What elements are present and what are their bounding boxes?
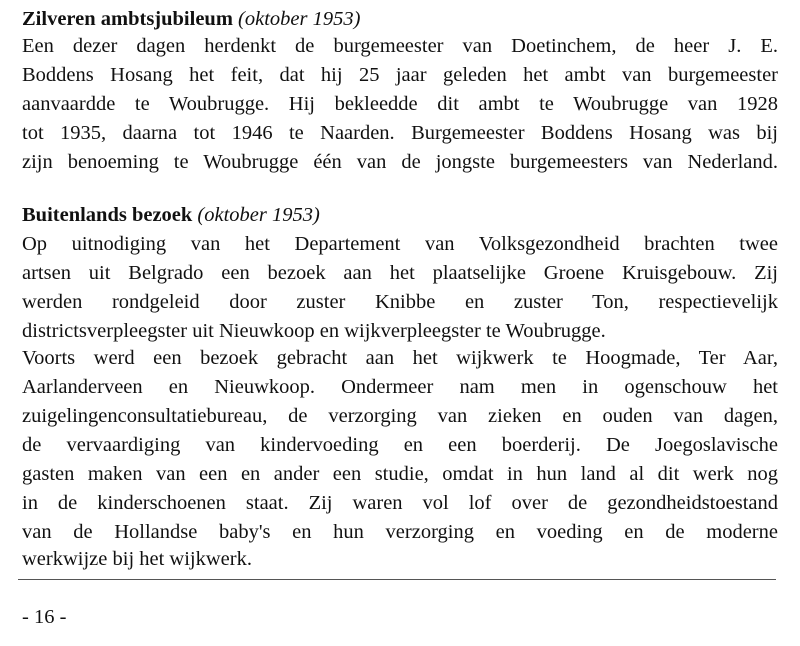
- paragraph-line: Voorts werd een bezoek gebracht aan het wijkwerk te Hoogmade, Ter Aar,: [22, 347, 778, 369]
- paragraph-line: werkwijze bij het wijkwerk.: [22, 548, 252, 570]
- section-title: Buitenlands bezoek: [22, 204, 193, 226]
- paragraph-line: werden rondgeleid door zuster Knibbe en zuster Ton, respectievelijk: [22, 291, 778, 313]
- paragraph-line: artsen uit Belgrado een bezoek aan het plaatselijke Groene Kruisgebouw. Zij: [22, 262, 778, 284]
- paragraph-line: districtsverpleegster uit Nieuwkoop en wijkverpleegster te Woubrugge.: [22, 320, 606, 342]
- paragraph-line: de vervaardiging van kindervoeding en een boerderij. De Joegoslavische: [22, 434, 778, 456]
- section-date: (oktober 1953): [238, 8, 361, 30]
- section-date: (oktober 1953): [197, 204, 320, 226]
- paragraph-line: in de kinderschoenen staat. Zij waren vol lof over de gezondheidstoestand: [22, 492, 778, 514]
- paragraph-line: Aarlanderveen en Nieuwkoop. Ondermeer nam men in ogenschouw het: [22, 376, 778, 398]
- paragraph-line: Een dezer dagen herdenkt de burgemeester van Doetinchem, de heer J. E.: [22, 35, 778, 57]
- paragraph-line: gasten maken van een en ander een studie, omdat in hun land al dit werk nog: [22, 463, 778, 485]
- paragraph-line: zijn benoeming te Woubrugge één van de jongste burgemeesters van Nederland.: [22, 151, 778, 173]
- paragraph-line: Boddens Hosang het feit, dat hij 25 jaar geleden het ambt van burgemeester: [22, 64, 778, 86]
- section-title: Zilveren ambtsjubileum: [22, 8, 233, 30]
- paragraph-line: van de Hollandse baby's en hun verzorging en voeding en de moderne: [22, 521, 778, 543]
- page-number: - 16 -: [22, 606, 67, 628]
- paragraph-line: Op uitnodiging van het Departement van Volksgezondheid brachten twee: [22, 233, 778, 255]
- section-heading-buitenlands: [22, 203, 320, 227]
- footer-divider: [18, 579, 776, 580]
- paragraph-line: aanvaardde te Woubrugge. Hij bekleedde dit ambt te Woubrugge van 1928: [22, 93, 778, 115]
- section-heading-zilveren: [22, 7, 360, 31]
- paragraph-line: tot 1935, daarna tot 1946 te Naarden. Burgemeester Boddens Hosang was bij: [22, 122, 778, 144]
- paragraph-line: zuigelingenconsultatiebureau, de verzorging van zieken en ouden van dagen,: [22, 405, 778, 427]
